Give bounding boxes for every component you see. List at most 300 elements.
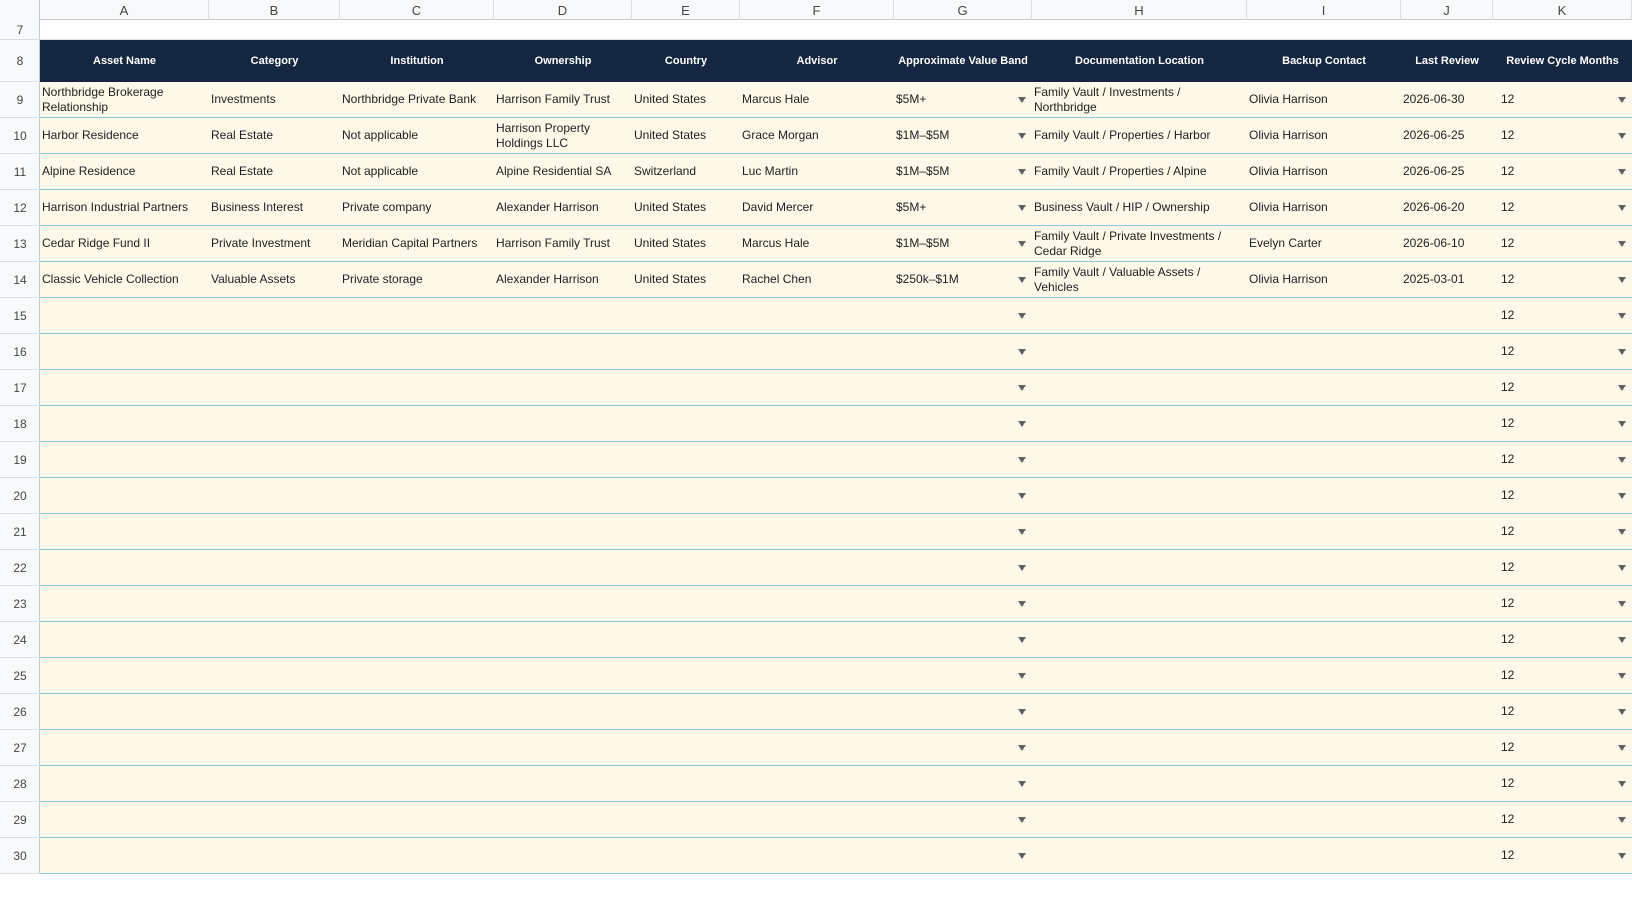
chevron-down-icon[interactable] [1618,673,1626,679]
cell[interactable] [1032,298,1247,333]
chevron-down-icon[interactable] [1618,241,1626,247]
cell[interactable] [1032,766,1247,801]
chevron-down-icon[interactable] [1618,493,1626,499]
cell[interactable] [632,82,740,117]
dropdown-cell[interactable] [1493,190,1632,225]
cell[interactable] [1401,694,1493,729]
cell[interactable] [1401,802,1493,837]
cell[interactable] [494,154,632,189]
cell[interactable] [1247,298,1401,333]
cell[interactable] [632,334,740,369]
cell[interactable] [632,478,740,513]
cell[interactable] [1032,550,1247,585]
cell[interactable] [40,298,209,333]
cell[interactable] [632,406,740,441]
cell[interactable] [40,226,209,261]
cell[interactable] [209,478,340,513]
cell[interactable] [40,766,209,801]
cell[interactable] [894,20,1032,39]
cell[interactable] [740,262,894,297]
chevron-down-icon[interactable] [1618,529,1626,535]
cell[interactable] [340,802,494,837]
cell[interactable] [40,370,209,405]
cell[interactable] [1247,334,1401,369]
chevron-down-icon[interactable] [1018,529,1026,535]
dropdown-cell[interactable] [1493,514,1632,549]
dropdown-cell[interactable] [1493,298,1632,333]
column-header-h[interactable]: H [1032,0,1247,20]
cell[interactable] [1247,190,1401,225]
cell[interactable] [1032,262,1247,297]
chevron-down-icon[interactable] [1618,781,1626,787]
cell[interactable] [1032,622,1247,657]
cell[interactable] [1247,622,1401,657]
cell[interactable] [1032,190,1247,225]
cell[interactable] [632,20,740,39]
row-number[interactable]: 29 [0,802,40,838]
row-number[interactable]: 23 [0,586,40,622]
row-number[interactable]: 18 [0,406,40,442]
cell[interactable] [632,730,740,765]
cell[interactable] [340,20,494,39]
cell[interactable] [40,658,209,693]
row-number[interactable]: 17 [0,370,40,406]
cell[interactable] [1247,586,1401,621]
chevron-down-icon[interactable] [1618,853,1626,859]
cell[interactable] [1247,766,1401,801]
dropdown-cell[interactable] [894,226,1032,261]
chevron-down-icon[interactable] [1618,457,1626,463]
dropdown-cell[interactable] [1493,442,1632,477]
header-cell[interactable]: Advisor [796,55,838,67]
dropdown-cell[interactable] [894,658,1032,693]
cell[interactable] [1247,550,1401,585]
dropdown-cell[interactable] [894,766,1032,801]
cell[interactable] [40,622,209,657]
cell[interactable] [1401,514,1493,549]
chevron-down-icon[interactable] [1618,565,1626,571]
dropdown-cell[interactable] [1493,550,1632,585]
chevron-down-icon[interactable] [1618,421,1626,427]
chevron-down-icon[interactable] [1018,421,1026,427]
row-number[interactable]: 25 [0,658,40,694]
cell[interactable] [1401,478,1493,513]
cell[interactable] [40,478,209,513]
cell[interactable] [1401,370,1493,405]
cell[interactable] [632,118,740,153]
cell[interactable] [740,478,894,513]
dropdown-cell[interactable] [894,514,1032,549]
column-header-i[interactable]: I [1247,0,1401,20]
cell[interactable] [632,190,740,225]
dropdown-cell[interactable] [894,406,1032,441]
chevron-down-icon[interactable] [1618,637,1626,643]
chevron-down-icon[interactable] [1018,313,1026,319]
cell[interactable] [494,658,632,693]
cell[interactable] [340,550,494,585]
cell[interactable] [1401,622,1493,657]
cell[interactable] [740,802,894,837]
cell[interactable] [340,370,494,405]
cell[interactable] [740,550,894,585]
cell[interactable] [1247,118,1401,153]
cell[interactable] [740,20,894,39]
header-cell[interactable]: Last Review [1415,55,1479,67]
cell[interactable] [1401,262,1493,297]
chevron-down-icon[interactable] [1018,241,1026,247]
cell[interactable] [340,478,494,513]
cell[interactable] [632,802,740,837]
cell[interactable] [209,766,340,801]
dropdown-cell[interactable] [894,370,1032,405]
column-header-d[interactable]: D [494,0,632,20]
row-number[interactable]: 11 [0,154,40,190]
cell[interactable] [1401,154,1493,189]
cell[interactable] [632,838,740,873]
cell[interactable] [740,118,894,153]
cell[interactable] [209,226,340,261]
cell[interactable] [40,442,209,477]
cell[interactable] [209,802,340,837]
cell[interactable] [209,406,340,441]
cell[interactable] [632,658,740,693]
row-number[interactable]: 28 [0,766,40,802]
row-number[interactable]: 30 [0,838,40,874]
chevron-down-icon[interactable] [1618,745,1626,751]
dropdown-cell[interactable] [894,838,1032,873]
cell[interactable] [632,262,740,297]
cell[interactable] [340,190,494,225]
row-number[interactable]: 14 [0,262,40,298]
cell[interactable] [740,586,894,621]
cell[interactable] [1247,442,1401,477]
cell[interactable] [209,730,340,765]
cell[interactable] [1247,730,1401,765]
chevron-down-icon[interactable] [1018,673,1026,679]
cell[interactable] [340,442,494,477]
cell[interactable] [340,154,494,189]
chevron-down-icon[interactable] [1618,133,1626,139]
cell[interactable] [1401,118,1493,153]
cell[interactable] [494,334,632,369]
dropdown-cell[interactable] [894,82,1032,117]
cell[interactable] [632,586,740,621]
cell[interactable] [1247,82,1401,117]
row-number[interactable]: 22 [0,550,40,586]
cell[interactable] [40,334,209,369]
cell[interactable] [340,622,494,657]
column-header-e[interactable]: E [632,0,740,20]
column-header-b[interactable]: B [209,0,340,20]
cell[interactable] [494,478,632,513]
cell[interactable] [209,118,340,153]
cell[interactable] [209,262,340,297]
cell[interactable] [632,766,740,801]
cell[interactable] [494,370,632,405]
cell[interactable] [632,370,740,405]
cell[interactable] [740,298,894,333]
chevron-down-icon[interactable] [1618,817,1626,823]
cell[interactable] [1032,442,1247,477]
cell[interactable] [1401,298,1493,333]
cell[interactable] [494,730,632,765]
cell[interactable] [740,766,894,801]
cell[interactable] [340,658,494,693]
cell[interactable] [740,190,894,225]
chevron-down-icon[interactable] [1618,313,1626,319]
cell[interactable] [40,406,209,441]
header-cell[interactable]: Approximate Value Band [898,55,1028,67]
chevron-down-icon[interactable] [1018,709,1026,715]
dropdown-cell[interactable] [894,550,1032,585]
cell[interactable] [1401,190,1493,225]
cell[interactable] [494,838,632,873]
cell[interactable] [1032,82,1247,117]
row-number[interactable]: 9 [0,82,40,118]
dropdown-cell[interactable] [894,622,1032,657]
chevron-down-icon[interactable] [1618,385,1626,391]
cell[interactable] [1247,226,1401,261]
column-header-j[interactable]: J [1401,0,1493,20]
cell[interactable] [209,694,340,729]
column-header-c[interactable]: C [340,0,494,20]
chevron-down-icon[interactable] [1018,277,1026,283]
cell[interactable] [40,514,209,549]
chevron-down-icon[interactable] [1018,385,1026,391]
cell[interactable] [209,838,340,873]
dropdown-cell[interactable] [1493,730,1632,765]
cell[interactable] [209,334,340,369]
chevron-down-icon[interactable] [1018,493,1026,499]
cell[interactable] [340,406,494,441]
dropdown-cell[interactable] [894,478,1032,513]
chevron-down-icon[interactable] [1018,133,1026,139]
cell[interactable] [40,82,209,117]
cell[interactable] [1401,406,1493,441]
cell[interactable] [340,766,494,801]
cell[interactable] [40,262,209,297]
cell[interactable] [340,118,494,153]
row-number[interactable]: 13 [0,226,40,262]
cell[interactable] [632,226,740,261]
chevron-down-icon[interactable] [1618,169,1626,175]
dropdown-cell[interactable] [1493,658,1632,693]
cell[interactable] [209,658,340,693]
row-number[interactable]: 10 [0,118,40,154]
cell[interactable] [494,586,632,621]
dropdown-cell[interactable] [1493,370,1632,405]
select-all-corner[interactable] [0,0,40,20]
cell[interactable] [632,154,740,189]
dropdown-cell[interactable] [1493,766,1632,801]
dropdown-cell[interactable] [894,190,1032,225]
chevron-down-icon[interactable] [1618,709,1626,715]
column-header-k[interactable]: K [1493,0,1632,20]
cell[interactable] [40,730,209,765]
cell[interactable] [1401,442,1493,477]
column-header-a[interactable]: A [40,0,209,20]
cell[interactable] [1247,154,1401,189]
header-cell[interactable]: Ownership [534,55,592,67]
dropdown-cell[interactable] [1493,262,1632,297]
dropdown-cell[interactable] [894,730,1032,765]
cell[interactable] [494,20,632,39]
chevron-down-icon[interactable] [1018,169,1026,175]
cell[interactable] [1032,514,1247,549]
cell[interactable] [632,622,740,657]
cell[interactable] [1032,838,1247,873]
cell[interactable] [494,190,632,225]
cell[interactable] [1032,334,1247,369]
cell[interactable] [632,550,740,585]
chevron-down-icon[interactable] [1018,601,1026,607]
cell[interactable] [632,514,740,549]
cell[interactable] [1401,838,1493,873]
chevron-down-icon[interactable] [1018,349,1026,355]
header-cell[interactable]: Institution [390,55,444,67]
dropdown-cell[interactable] [894,694,1032,729]
cell[interactable] [632,298,740,333]
cell[interactable] [1401,334,1493,369]
dropdown-cell[interactable] [1493,334,1632,369]
cell[interactable] [209,154,340,189]
cell[interactable] [1247,262,1401,297]
cell[interactable] [494,226,632,261]
row-number[interactable]: 19 [0,442,40,478]
cell[interactable] [740,82,894,117]
cell[interactable] [1401,586,1493,621]
cell[interactable] [209,586,340,621]
dropdown-cell[interactable] [894,334,1032,369]
cell[interactable] [40,190,209,225]
cell[interactable] [494,514,632,549]
dropdown-cell[interactable] [1493,478,1632,513]
cell[interactable] [340,694,494,729]
header-cell[interactable]: Documentation Location [1075,55,1204,67]
cell[interactable] [209,298,340,333]
row-number[interactable]: 7 [0,20,40,40]
dropdown-cell[interactable] [1493,802,1632,837]
cell[interactable] [740,370,894,405]
header-cell[interactable]: Asset Name [93,55,156,67]
cell[interactable] [740,730,894,765]
cell[interactable] [1401,766,1493,801]
dropdown-cell[interactable] [894,118,1032,153]
cell[interactable] [494,262,632,297]
cell[interactable] [494,406,632,441]
cell[interactable] [740,406,894,441]
chevron-down-icon[interactable] [1618,349,1626,355]
chevron-down-icon[interactable] [1018,637,1026,643]
cell[interactable] [1032,802,1247,837]
chevron-down-icon[interactable] [1018,565,1026,571]
row-number[interactable]: 20 [0,478,40,514]
cell[interactable] [1032,406,1247,441]
row-number[interactable]: 24 [0,622,40,658]
cell[interactable] [1401,82,1493,117]
dropdown-cell[interactable] [1493,226,1632,261]
cell[interactable] [209,82,340,117]
cell[interactable] [209,622,340,657]
cell[interactable] [209,514,340,549]
row-number[interactable]: 26 [0,694,40,730]
cell[interactable] [340,514,494,549]
cell[interactable] [340,586,494,621]
dropdown-cell[interactable] [1493,586,1632,621]
row-number[interactable]: 8 [0,40,40,82]
dropdown-cell[interactable] [894,154,1032,189]
chevron-down-icon[interactable] [1018,457,1026,463]
cell[interactable] [209,550,340,585]
cell[interactable] [1247,694,1401,729]
cell[interactable] [340,82,494,117]
header-cell[interactable]: Backup Contact [1282,55,1366,67]
cell[interactable] [40,20,209,39]
cell[interactable] [740,442,894,477]
chevron-down-icon[interactable] [1618,97,1626,103]
cell[interactable] [632,442,740,477]
chevron-down-icon[interactable] [1018,853,1026,859]
chevron-down-icon[interactable] [1018,745,1026,751]
cell[interactable] [340,838,494,873]
cell[interactable] [494,802,632,837]
cell[interactable] [632,694,740,729]
cell[interactable] [1247,370,1401,405]
dropdown-cell[interactable] [894,262,1032,297]
cell[interactable] [740,838,894,873]
dropdown-cell[interactable] [894,298,1032,333]
cell[interactable] [494,82,632,117]
cell[interactable] [1032,154,1247,189]
row-number[interactable]: 16 [0,334,40,370]
cell[interactable] [494,622,632,657]
header-cell[interactable]: Review Cycle Months [1506,55,1619,67]
cell[interactable] [1401,226,1493,261]
cell[interactable] [740,622,894,657]
cell[interactable] [494,766,632,801]
cell[interactable] [1032,730,1247,765]
cell[interactable] [1032,694,1247,729]
cell[interactable] [494,118,632,153]
cell[interactable] [1032,370,1247,405]
cell[interactable] [209,442,340,477]
dropdown-cell[interactable] [1493,118,1632,153]
cell[interactable] [1247,406,1401,441]
column-header-g[interactable]: G [894,0,1032,20]
cell[interactable] [40,154,209,189]
cell[interactable] [494,694,632,729]
row-number[interactable]: 27 [0,730,40,766]
cell[interactable] [740,334,894,369]
chevron-down-icon[interactable] [1618,277,1626,283]
cell[interactable] [740,154,894,189]
cell[interactable] [340,262,494,297]
cell[interactable] [1401,658,1493,693]
cell[interactable] [340,730,494,765]
chevron-down-icon[interactable] [1018,97,1026,103]
header-cell[interactable]: Category [250,55,299,67]
cell[interactable] [1032,20,1247,39]
cell[interactable] [740,226,894,261]
cell[interactable] [740,514,894,549]
cell[interactable] [209,190,340,225]
cell[interactable] [340,334,494,369]
column-header-f[interactable]: F [740,0,894,20]
row-number[interactable]: 15 [0,298,40,334]
cell[interactable] [1032,478,1247,513]
cell[interactable] [40,550,209,585]
cell[interactable] [1247,478,1401,513]
